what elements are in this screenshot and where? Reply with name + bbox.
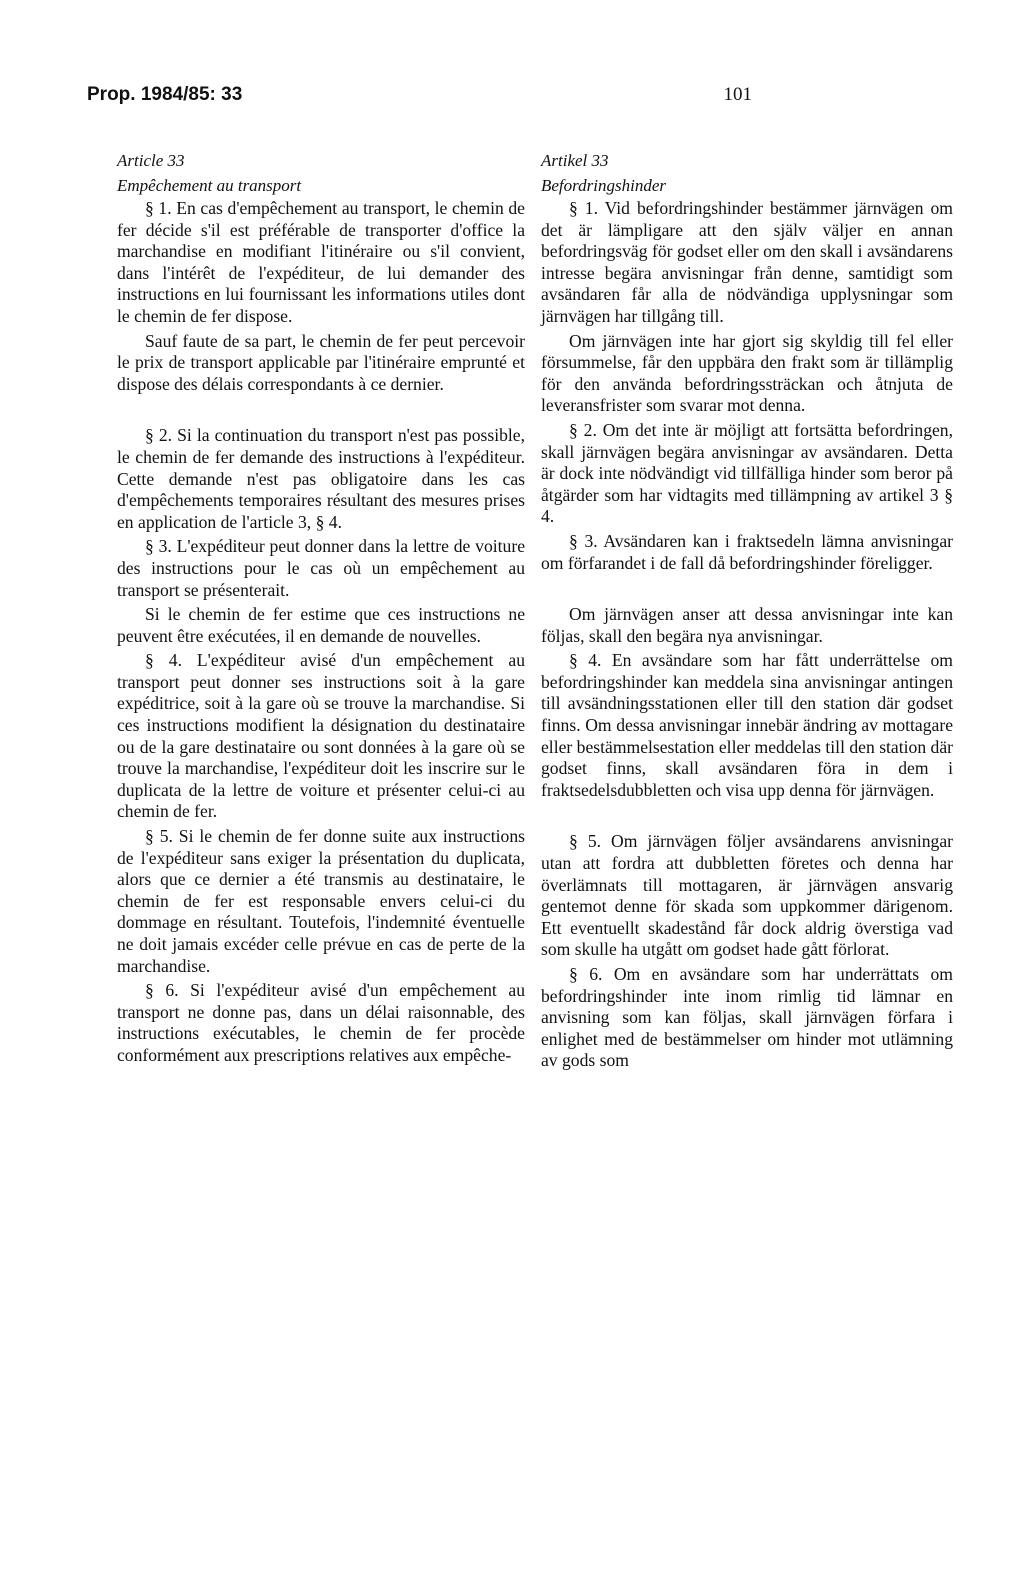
swedish-article-subtitle: Befordringshinder (541, 176, 666, 195)
swedish-paragraph-7: § 5. Om järnvägen följer avsändarens anvisningar utan att fordra att dubbletten företes och denna har överlämnats till mottagaren, är järnvägen ansvarig gentemot denne för skada som uppkommer därigenom. Ett eventuellt skadestånd får dock aldrig överstiga vad som skulle ha utgått om godset hade gått förlorat. (541, 831, 953, 960)
page-number: 101 (723, 84, 752, 105)
french-paragraph-4: § 3. L'expéditeur peut donner dans la lettre de voiture des instructions pour le cas où un empêchement au transport se présenterait. (117, 536, 525, 600)
swedish-paragraph-6: § 4. En avsändare som har fått underrättelse om befordringshinder kan meddela sina anvisningar antingen till avsändningsstationen eller till den station där godset finns. Om dessa anvisningar innebär ändring av mottagare eller bestämmelsestation eller meddelas till den station där godset finns, skall avsändaren föra in dem i fraktsedelsdubbletten och visa upp denna för järnvägen. (541, 650, 953, 800)
french-article-subtitle: Empêchement au transport (117, 176, 302, 195)
french-article-title: Article 33 (117, 151, 185, 170)
french-paragraph-2: Sauf faute de sa part, le chemin de fer peut percevoir le prix de transport applicable par l'itinéraire emprunté et dispose des délais correspondants à ce dernier. (117, 330, 525, 394)
swedish-column (541, 148, 953, 1075)
page-header (87, 84, 752, 114)
french-paragraph-3: § 2. Si la continuation du transport n'est pas possible, le chemin de fer demande des instructions à l'expéditeur. Cette demande n'est pas obligatoire dans les cas d'empêchements temporaires résultant des mesures prises en application de l'article 3, § 4. (117, 425, 525, 532)
french-paragraph-1: § 1. En cas d'empêchement au transport, le chemin de fer décide s'il est préférable de transporter d'office la marchandise en modifiant l'itinéraire ou s'il convient, dans l'intérêt de l'expéditeur, de lui demander des instructions en lui fournissant les informations utiles dont le chemin de fer dispose. (117, 198, 525, 326)
swedish-paragraph-5: Om järnvägen anser att dessa anvisningar inte kan följas, skall den begära nya anvisningar. (541, 604, 953, 646)
swedish-paragraph-4: § 3. Avsändaren kan i fraktsedeln lämna anvisningar om förfarandet i de fall då befordringshinder föreligger. (541, 530, 953, 573)
french-column (117, 148, 525, 1070)
document-reference: Prop. 1984/85: 33 (87, 84, 243, 105)
french-paragraph-6: § 4. L'expéditeur avisé d'un empêchement au transport peut donner ses instructions soit à la gare expéditrice, soit à la gare où se trouve la marchandise. Si ces instructions modifient la désignation du destinataire ou de la gare destinataire ou sont données à la gare où se trouve la marchandise, l'expéditeur doit les inscrire sur le duplicata de la lettre de voiture et présenter celui-ci au chemin de fer. (117, 650, 525, 822)
swedish-paragraph-1: § 1. Vid befordringshinder bestämmer järnvägen om det är lämpligare att den själv väljer en annan befordringsväg för godset eller om den skall i avsändarens intresse begära anvisningar från denne, samtidigt som avsändaren får alla de nödvändiga upplysningar som järnvägen har tillgång till. (541, 198, 953, 326)
french-paragraph-5: Si le chemin de fer estime que ces instructions ne peuvent être exécutées, il en demande de nouvelles. (117, 604, 525, 646)
swedish-paragraph-2: Om järnvägen inte har gjort sig skyldig till fel eller försummelse, får den uppbära den frakt som är tillämplig för den använda befordringssträckan och åtnjuta de leveransfrister som svarar mot denna. (541, 330, 953, 416)
swedish-paragraph-3: § 2. Om det inte är möjligt att fortsätta befordringen, skall järnvägen begära anvisningar av avsändaren. Detta är dock inte nödvändigt vid tillfälliga hinder som beror på åtgärder som har vidtagits med tillämpning av artikel 3 § 4. (541, 419, 953, 527)
swedish-paragraph-8: § 6. Om en avsändare som har underrättats om befordringshinder inte inom rimlig tid lämnar en anvisning som kan följas, skall järnvägen förfara i enlighet med de bestämmelser om hinder mot utlämning av gods som (541, 964, 953, 1071)
french-paragraph-7: § 5. Si le chemin de fer donne suite aux instructions de l'expéditeur sans exiger la présentation du duplicata, alors que ce dernier a été transmis au destinataire, le chemin de fer est responsable envers celui-ci du dommage en résultant. Toutefois, l'indemnité éventuelle ne doit jamais excéder celle prévue en cas de perte de la marchandise. (117, 826, 525, 976)
french-paragraph-8: § 6. Si l'expéditeur avisé d'un empêchement au transport ne donne pas, dans un délai raisonnable, des instructions exécutables, le chemin de fer procède conformément aux prescriptions relatives aux empêche- (117, 980, 525, 1065)
swedish-article-title: Artikel 33 (541, 151, 609, 170)
